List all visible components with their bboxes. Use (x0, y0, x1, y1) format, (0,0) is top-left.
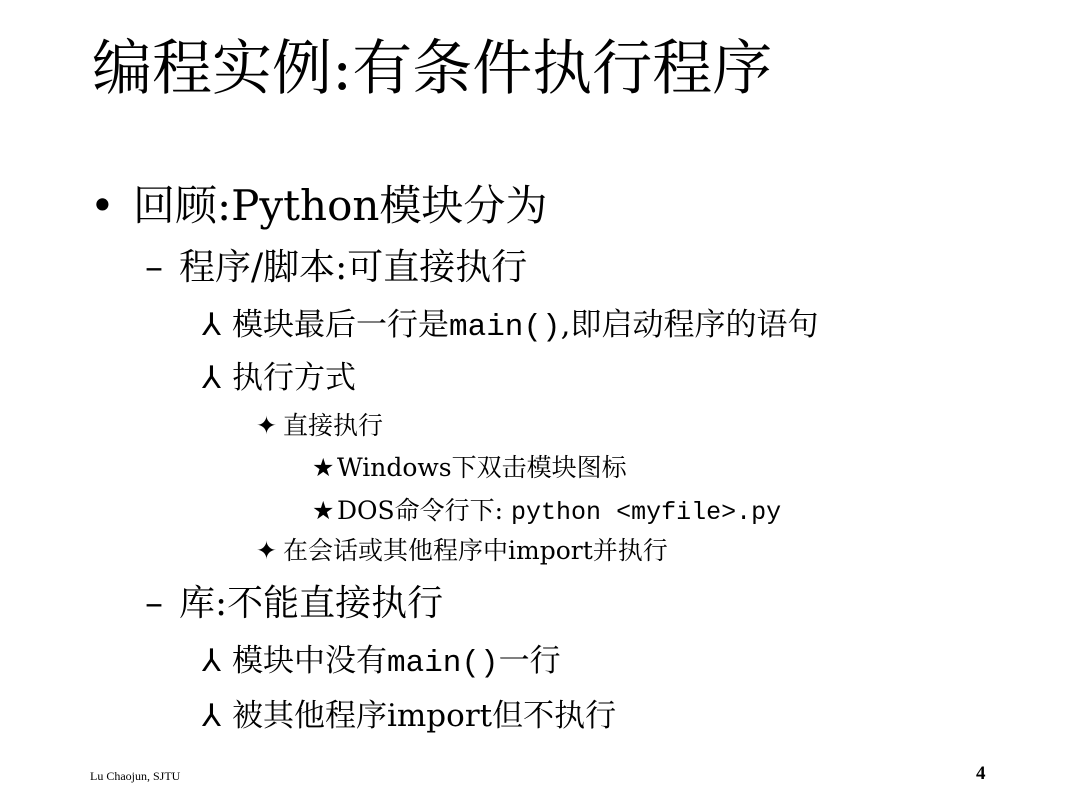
page-number: 4 (976, 763, 986, 784)
footer-author: Lu Chaojun, SJTU (90, 769, 181, 783)
bullet-imported-not-exec (202, 696, 616, 736)
bullet-library (145, 582, 443, 626)
bullet-last-line-main (202, 305, 818, 348)
bullet-text: 库:不能直接执行 (179, 583, 444, 624)
star-icon: ★ (312, 496, 335, 525)
bullet-review (90, 181, 547, 231)
four-point-star-icon: ✦ (256, 536, 277, 565)
bullet-import-exec (256, 535, 668, 567)
bullet-text: 在会话或其他程序中import并执行 (283, 536, 668, 565)
bullet-dot-icon: • (90, 181, 115, 230)
code-main: main() (449, 310, 561, 345)
bullet-text: DOS命令行下: (337, 496, 512, 525)
bullet-text: 程序/脚本:可直接执行 (179, 247, 528, 288)
caret-icon: ⅄ (202, 360, 221, 396)
star-icon: ★ (312, 453, 335, 482)
code-main: main() (387, 646, 499, 681)
bullet-windows-doubleclick (312, 452, 627, 484)
bullet-text: 被其他程序import但不执行 (232, 698, 617, 734)
caret-icon: ⅄ (202, 698, 221, 734)
bullet-text: 模块最后一行是 (232, 307, 449, 343)
bullet-text-after: 一行 (498, 643, 561, 679)
four-point-star-icon: ✦ (256, 411, 277, 440)
bullet-text: 模块中没有 (232, 643, 387, 679)
bullet-program-script (145, 246, 527, 290)
dash-icon: – (145, 583, 163, 624)
dash-icon: – (145, 247, 163, 288)
caret-icon: ⅄ (202, 643, 221, 679)
code-python-myfile: python <myfile>.py (511, 498, 782, 527)
bullet-exec-mode (202, 358, 356, 398)
bullet-text: 直接执行 (283, 411, 384, 440)
bullet-direct-exec (256, 410, 383, 442)
bullet-text: Windows下双击模块图标 (337, 453, 627, 482)
bullet-dos-command (312, 495, 781, 529)
bullet-text-after: ,即启动程序的语句 (560, 307, 819, 343)
caret-icon: ⅄ (202, 307, 221, 343)
bullet-no-main (202, 641, 561, 684)
bullet-text: 回顾:Python模块分为 (133, 181, 548, 230)
bullet-text: 执行方式 (232, 360, 356, 396)
slide-title: 编程实例:有条件执行程序 (92, 34, 773, 104)
